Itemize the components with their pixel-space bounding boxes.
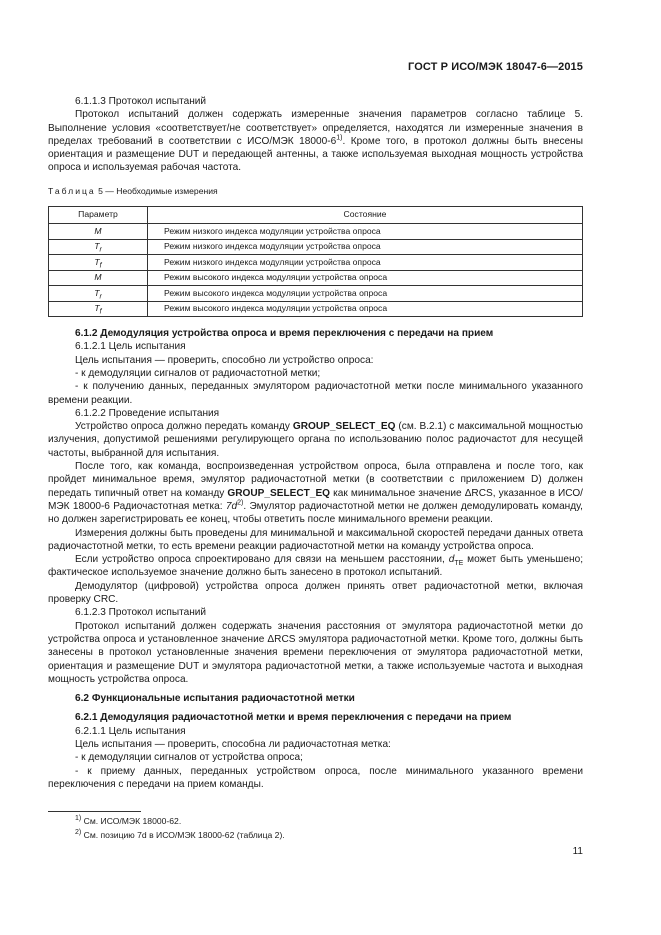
table-row — [49, 301, 583, 317]
page-content — [48, 95, 583, 791]
section-6122-para-4: Если устройство опроса спроектировано для связи на меньшем расстоянии, $d_{TE}$ может быть уменьшено; фактическое используемое значение должно быть занесено в протокол испытаний. — [48, 554, 583, 579]
section-6122-para-3: Измерения должны быть проведены для минимальной и максимальной скоростей передачи данных ответа радиочастотной метки, то есть времени реакции радиочастотной метки на команду устройства опроса. — [48, 527, 583, 552]
param-cell: $T_f$ — [49, 255, 148, 271]
section-6113-text: Протокол испытаний должен содержать измеренные значения параметров согласно таблице 5. Выполнение условия «соответствует/не соответствует» определяется, находятся ли измеренные значения в пределах требований в соответствии с ИСО/МЭК 18000-6$^{1)}$. Кроме того, в протокол должны быть внесены ориентация и размещение DUT и передающей антенны, а также используемая выходная мощность устройства опроса и используемая рабочая частота. — [48, 109, 584, 174]
section-6122-heading: 6.1.2.2 Проведение испытания — [75, 407, 220, 419]
footnote-2: $^{2)}$ См. позицию 7d в ИСО/МЭК 18000-62 (таблица 2). — [75, 829, 285, 840]
section-6211-goal: Цель испытания — проверить, способна ли радиочастотная метка: — [75, 738, 391, 750]
table-header-row — [49, 207, 583, 224]
table-row — [49, 286, 583, 302]
section-6121-bullet-1: - к демодуляции сигналов от радиочастотной метки; — [75, 367, 321, 379]
command-name: GROUP_SELECT_EQ — [292, 421, 396, 433]
table-caption: Таблица 5 — Необходимые измерения — [48, 185, 218, 196]
command-name: GROUP_SELECT_EQ — [227, 487, 331, 499]
footnote-1: $^{1)}$ См. ИСО/МЭК 18000-62. — [75, 815, 182, 826]
param-cell: M — [49, 270, 148, 286]
state-cell: Режим высокого индекса модуляции устройства опроса — [148, 301, 583, 317]
section-6113-heading: 6.1.1.3 Протокол испытаний — [75, 96, 207, 107]
section-6121-bullet-2: - к получению данных, переданных эмулятором радиочастотной метки после минимального указанного времени реакции. — [48, 381, 583, 406]
param-cell: $T_f$ — [49, 301, 148, 317]
state-cell: Режим высокого индекса модуляции устройства опроса — [148, 286, 583, 302]
param-cell: $T_r$ — [49, 239, 148, 255]
state-cell: Режим низкого индекса модуляции устройства опроса — [148, 255, 583, 271]
footnote-ref-2: 2) — [237, 499, 244, 507]
section-6121-heading: 6.1.2.1 Цель испытания — [75, 341, 186, 353]
state-cell: Режим низкого индекса модуляции устройства опроса — [148, 224, 583, 240]
state-cell: Режим низкого индекса модуляции устройства опроса — [148, 239, 583, 255]
section-6211-bullet-1: - к демодуляции сигналов от устройства опроса; — [75, 752, 303, 764]
section-62-heading: 6.2 Функциональные испытания радиочастотной метки — [75, 693, 355, 705]
section-6121-goal: Цель испытания — проверить, способно ли устройство опроса: — [75, 354, 374, 366]
param-cell: $T_r$ — [49, 286, 148, 302]
table-row — [49, 255, 583, 271]
measurements-table — [48, 206, 583, 317]
state-cell: Режим высокого индекса модуляции устройства опроса — [148, 270, 583, 286]
footnote-divider — [48, 811, 141, 812]
table-row — [49, 224, 583, 240]
table-body — [49, 224, 583, 317]
document-header: ГОСТ Р ИСО/МЭК 18047-6—2015 — [408, 61, 583, 73]
section-6211-bullet-2: - к приему данных, переданных устройством опроса, после минимального указанного времени переключения с передачи на прием команды. — [48, 765, 583, 790]
table-row — [49, 239, 583, 255]
table-row — [49, 270, 583, 286]
page-number: 11 — [572, 846, 583, 857]
section-6123-text: Протокол испытаний должен содержать значения расстояния от эмулятора радиочастотной метки до устройства опроса и установленное значение ΔRCS эмулятора радиочастотной метки. Кроме того, должны быть занесены в протокол установленные значения времени переключения от эмулятора радиочастотной метки, ориентация и размещение DUT и эмулятора радиочастотной метки, а также используемые частота и выходная мощность устройства опроса. — [48, 620, 583, 685]
section-612-heading: 6.1.2 Демодуляция устройства опроса и время переключения с передачи на прием — [75, 328, 494, 340]
footnote-ref-1: 1) — [336, 134, 343, 142]
section-6122-para-1: Устройство опроса должно передать команду GROUP_SELECT_EQ (см. В.2.1) с максимальной мощностью излучения, допустимой решениями регулирующего органа по использованию полос радиочастот для несущей частоты, выбранной для испытания. — [48, 421, 583, 459]
header-state: Состояние — [148, 207, 583, 224]
section-6122-para-2: После того, как команда, воспроизведенная устройством опроса, была отправлена и после того, как пройдет минимальное время, эмулятор радиочастотной метки (в соответствии с приложением D) должен передать типичный ответ на команду GROUP_SELECT_EQ как минимальное значение ΔRCS, указанное в ИСО/МЭК 18000-6 Радиочастотная метка: $7d^{2)}$. Эмулятор радиочастотной метки не должен демодулировать команду, но должен зарегистрировать ее конец, чтобы ответить после минимального времени реакции. — [48, 461, 583, 526]
header-param: Параметр — [49, 207, 148, 224]
footnotes — [75, 814, 285, 842]
section-621-heading: 6.2.1 Демодуляция радиочастотной метки и время переключения с передачи на прием — [75, 712, 512, 724]
section-6122-para-5: Демодулятор (цифровой) устройства опроса должен принять ответ радиочастотной метки, включая проверку CRC. — [48, 580, 583, 606]
section-6123-heading: 6.1.2.3 Протокол испытаний — [75, 607, 207, 619]
param-cell: M — [49, 224, 148, 240]
section-6211-heading: 6.2.1.1 Цель испытания — [75, 725, 186, 737]
